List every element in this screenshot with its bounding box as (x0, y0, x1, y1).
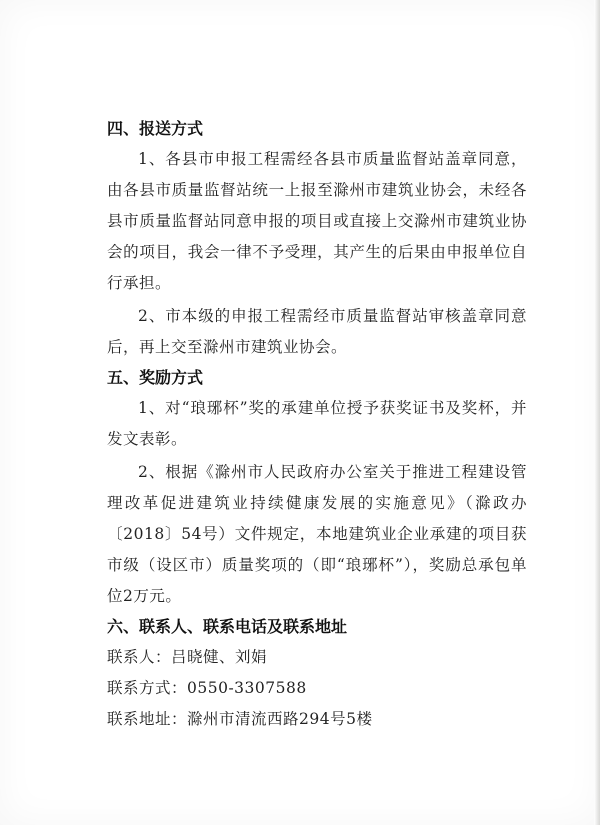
paragraph-rewards-1: 1、对“琅琊杯”奖的承建单位授予获奖证书及奖杯，并发文表彰。 (107, 399, 527, 448)
section-heading-rewards: 五、奖励方式 (107, 368, 204, 387)
contact-person: 联系人：吕晓健、刘娟 (107, 648, 268, 666)
scan-edge (594, 0, 600, 825)
section-heading-submission: 四、报送方式 (107, 119, 204, 138)
section-heading-contact: 六、联系人、联系电话及联系地址 (107, 617, 348, 636)
paragraph-submission-1: 1、各县市申报工程需经各县市质量监督站盖章同意，由各县市质量监督站统一上报至滁州市建筑业协会，未经各县市质量监督站同意申报的项目或直接上交滁州市建筑业协会的项目，我会一律不予受理，其产生的后果由申报单位自行承担。 (107, 150, 527, 292)
contact-phone: 联系方式：0550-3307588 (107, 679, 307, 697)
document-body (107, 114, 527, 735)
contact-address: 联系地址：滁州市清流西路294号5楼 (107, 710, 373, 728)
paragraph-rewards-2: 2、根据《滁州市人民政府办公室关于推进工程建设管理改革促进建筑业持续健康发展的实施意见》（滁政办〔2018〕54号）文件规定，本地建筑业企业承建的项目获市级（设区市）质量奖项的（即“琅琊杯”），奖励总承包单位2万元。 (107, 463, 527, 605)
paragraph-submission-2: 2、市本级的申报工程需经市质量监督站审核盖章同意后，再上交至滁州市建筑业协会。 (107, 307, 527, 356)
